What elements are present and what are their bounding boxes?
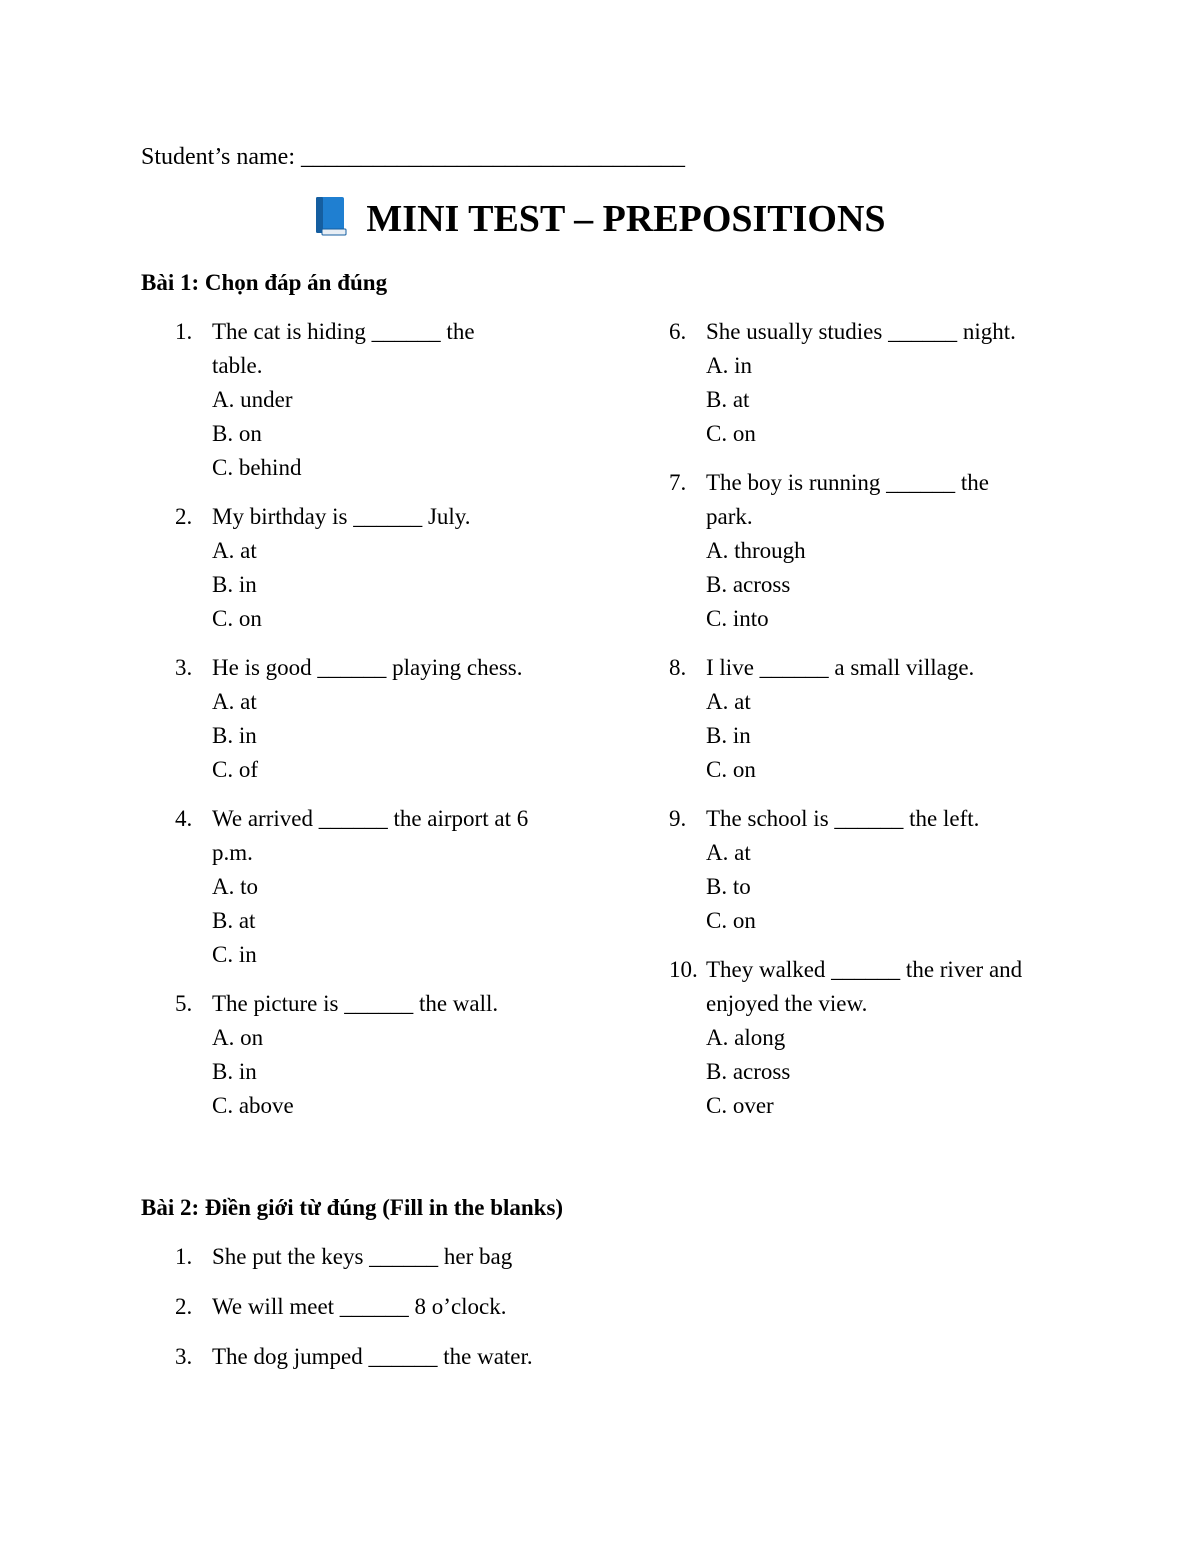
option-a: A. at: [212, 689, 257, 714]
question-text: The boy is running ______ the park.: [706, 470, 989, 529]
question-text: They walked ______ the river and enjoyed the view.: [706, 957, 1023, 1016]
question-number: 8.: [669, 655, 687, 680]
question-text: The picture is ______ the wall.: [212, 991, 499, 1016]
part2-heading: Bài 2: Điền giới từ đúng (Fill in the blanks): [141, 1195, 564, 1220]
question-7: [669, 466, 1099, 636]
option-a: A. on: [212, 1025, 264, 1050]
option-a: A. under: [212, 387, 293, 412]
question-text: The dog jumped ______ the water.: [212, 1344, 533, 1369]
option-b: B. in: [706, 723, 751, 748]
option-c: C. on: [212, 606, 262, 631]
part1-left-column: [175, 315, 605, 1138]
question-4: [175, 802, 605, 972]
question-number: 2.: [175, 1294, 193, 1319]
part1-right-column: [669, 315, 1099, 1138]
question-10: [669, 953, 1099, 1123]
page-title-text: MINI TEST – PREPOSITIONS: [366, 198, 886, 240]
question-2: [175, 500, 605, 636]
question-text: The cat is hiding ______ the table.: [212, 319, 475, 378]
question-number: 2.: [175, 504, 193, 529]
option-a: A. at: [706, 840, 751, 865]
option-c: C. in: [212, 942, 257, 967]
blue-book-icon: [314, 196, 348, 236]
student-name-line: Student’s name: ________________________________: [141, 144, 685, 170]
option-c: C. on: [706, 421, 756, 446]
option-b: B. at: [706, 387, 750, 412]
question-text: My birthday is ______ July.: [212, 504, 471, 529]
question-text: She usually studies ______ night.: [706, 319, 1016, 344]
fill-question-3: [175, 1340, 875, 1374]
option-c: C. over: [706, 1093, 774, 1118]
question-number: 5.: [175, 991, 193, 1016]
question-number: 10.: [669, 957, 698, 982]
question-number: 3.: [175, 655, 193, 680]
question-9: [669, 802, 1099, 938]
option-c: C. behind: [212, 455, 302, 480]
part1-heading: Bài 1: Chọn đáp án đúng: [141, 270, 388, 295]
option-b: B. on: [212, 421, 262, 446]
question-text: We will meet ______ 8 o’clock.: [212, 1294, 507, 1319]
option-c: C. into: [706, 606, 769, 631]
question-text: She put the keys ______ her bag: [212, 1244, 513, 1269]
question-number: 4.: [175, 806, 193, 831]
question-number: 3.: [175, 1344, 193, 1369]
option-c: C. on: [706, 757, 756, 782]
question-5: [175, 987, 605, 1123]
fill-question-2: [175, 1290, 875, 1324]
question-text: We arrived ______ the airport at 6 p.m.: [212, 806, 529, 865]
question-3: [175, 651, 605, 787]
question-number: 9.: [669, 806, 687, 831]
question-number: 1.: [175, 1244, 193, 1269]
page-title: [0, 193, 1200, 245]
option-a: A. at: [212, 538, 257, 563]
option-b: B. in: [212, 723, 257, 748]
option-b: B. at: [212, 908, 256, 933]
option-a: A. along: [706, 1025, 786, 1050]
option-b: B. in: [212, 572, 257, 597]
question-1: [175, 315, 605, 485]
option-b: B. to: [706, 874, 751, 899]
part2-list: [175, 1240, 875, 1390]
fill-question-1: [175, 1240, 875, 1274]
option-c: C. on: [706, 908, 756, 933]
option-a: A. to: [212, 874, 258, 899]
option-a: A. in: [706, 353, 752, 378]
question-number: 6.: [669, 319, 687, 344]
option-b: B. across: [706, 572, 791, 597]
question-number: 7.: [669, 470, 687, 495]
option-a: A. at: [706, 689, 751, 714]
option-c: C. above: [212, 1093, 294, 1118]
question-6: [669, 315, 1099, 451]
question-number: 1.: [175, 319, 193, 344]
question-text: The school is ______ the left.: [706, 806, 980, 831]
question-text: He is good ______ playing chess.: [212, 655, 523, 680]
option-c: C. of: [212, 757, 258, 782]
question-text: I live ______ a small village.: [706, 655, 975, 680]
option-b: B. in: [212, 1059, 257, 1084]
question-8: [669, 651, 1099, 787]
option-b: B. across: [706, 1059, 791, 1084]
option-a: A. through: [706, 538, 806, 563]
